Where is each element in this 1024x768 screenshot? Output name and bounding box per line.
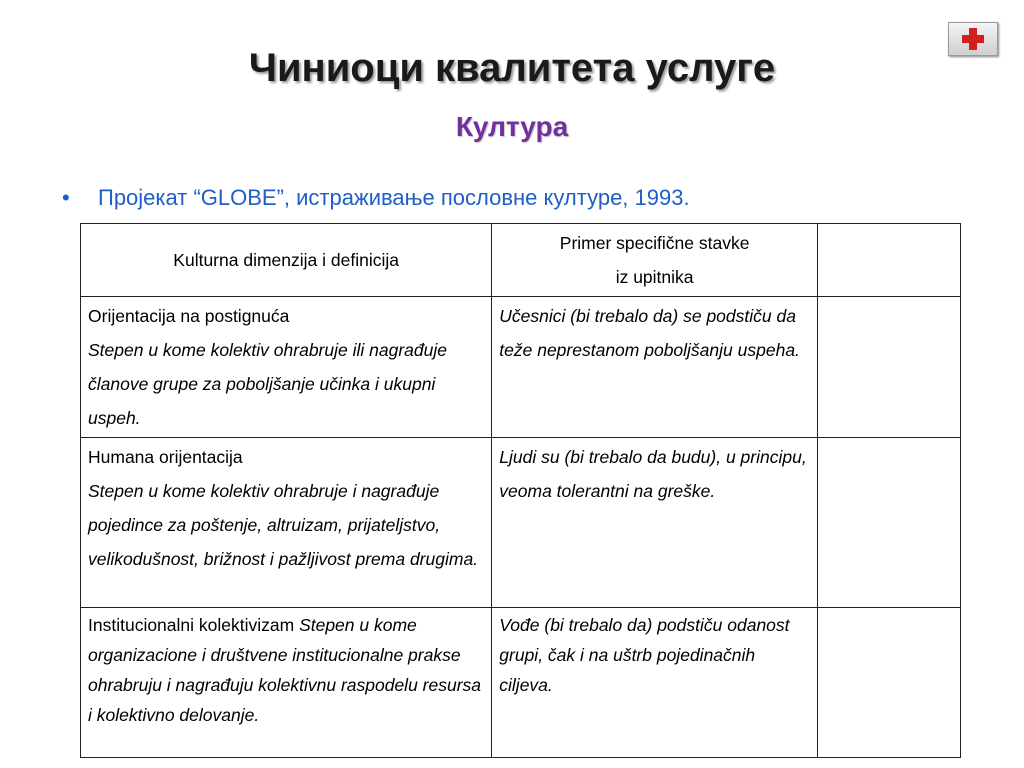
slide-title: Чиниоци квалитета услуге: [248, 46, 776, 90]
example-cell: Učesnici (bi trebalo da) se podstiču da teže neprestanom poboljšanju uspeha.: [492, 297, 818, 438]
dimension-name: Humana orijentacija: [88, 447, 243, 467]
slide-subtitle: Култура: [455, 111, 569, 142]
header-example: [492, 224, 818, 297]
header-dimension: Kulturna dimenzija i definicija: [81, 224, 492, 297]
cross-horizontal-bar: [962, 35, 984, 43]
bullet-text: Пројекат “GLOBE”, истраживање пословне културе, 1993.: [98, 185, 690, 210]
example-cell: Ljudi su (bi trebalo da budu), u principu, veoma tolerantni na greške.: [492, 438, 818, 608]
culture-dimensions-table: [80, 223, 961, 758]
bullet-item: [62, 185, 690, 211]
header-example-line1: Primer specifične stavke: [559, 233, 750, 253]
dimension-definition: Stepen u kome organizacione i društvene institucionalne prakse ohrabruju i nagrađuju kolektivnu raspodelu resursa i kolektivno delovanje.: [88, 615, 482, 725]
dimension-definition: Stepen u kome kolektiv ohrabruje i nagrađuje pojedince za poštenje, altruizam, prijateljstvo, velikodušnost, brižnost i pažljivost prema drugima.: [88, 481, 479, 569]
bullet-dot-icon: •: [62, 185, 70, 210]
dimension-cell: [81, 297, 492, 438]
example-cell: Vođe (bi trebalo da) podstiču odanost grupi, čak i na uštrb pojedinačnih ciljeva.: [492, 608, 818, 758]
dimension-name: Institucionalni kolektivizam: [88, 615, 300, 635]
dimension-name: Orijentacija na postignuća: [88, 306, 290, 326]
empty-cell: [817, 608, 960, 758]
empty-cell: [817, 438, 960, 608]
header-example-line2: iz upitnika: [615, 267, 694, 287]
header-empty: [817, 224, 960, 297]
dimension-definition: Stepen u kome kolektiv ohrabruje ili nagrađuje članove grupe za poboljšanje učinka i ukupni uspeh.: [88, 340, 447, 428]
empty-cell: [817, 297, 960, 438]
table-row: [81, 438, 961, 608]
dimension-cell: [81, 608, 492, 758]
table-header-row: [81, 224, 961, 297]
dimension-cell: [81, 438, 492, 608]
table-row: [81, 297, 961, 438]
table-row: [81, 608, 961, 758]
